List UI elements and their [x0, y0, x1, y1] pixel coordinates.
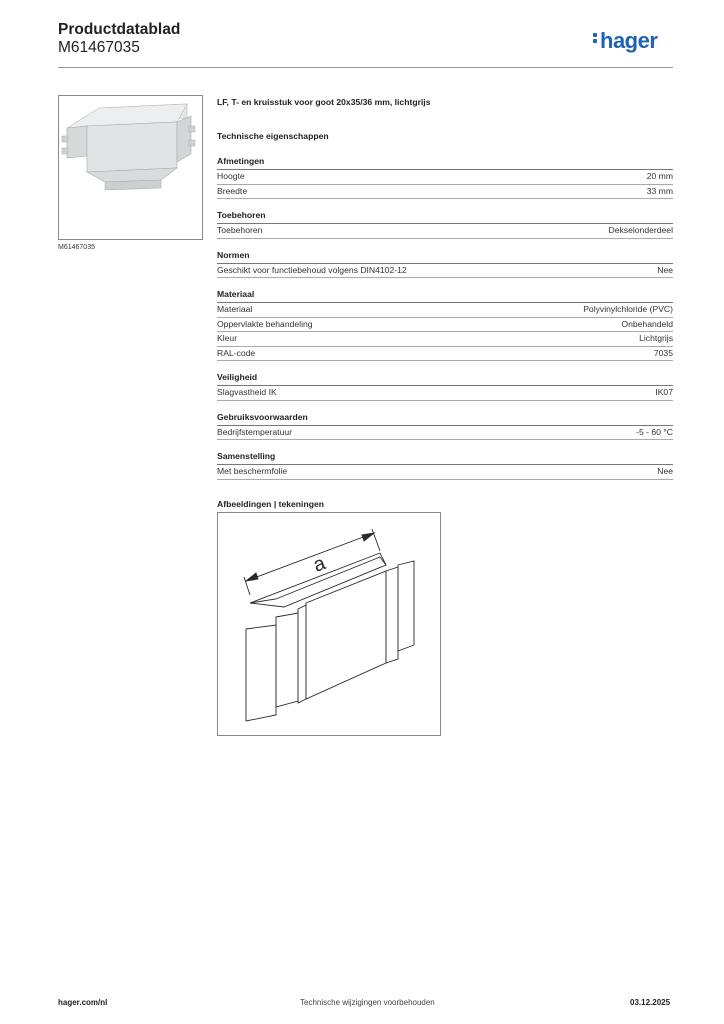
product-image-caption: M61467035 [58, 244, 95, 251]
spec-row [217, 185, 673, 200]
technical-drawing-icon [218, 513, 440, 735]
group-title: Afmetingen [217, 156, 673, 170]
spec-value: Lichtgrijs [639, 333, 673, 343]
spec-section [217, 97, 673, 511]
group-accessories [217, 210, 673, 239]
spec-label: Kleur [217, 333, 238, 343]
footer-date: 03.12.2025 [630, 998, 671, 1007]
product-code: M61467035 [58, 39, 140, 56]
spec-value: Onbehandeld [621, 318, 673, 329]
spec-row [217, 264, 673, 279]
spec-value: -5 - 60 °C [636, 426, 673, 437]
spec-row [217, 224, 673, 239]
spec-label: Geschikt voor functiebehoud volgens DIN4102-12 [217, 264, 407, 275]
group-title: Samenstelling [217, 451, 673, 465]
logo-text: hager [600, 28, 658, 53]
spec-label: Met beschermfolie [217, 466, 288, 476]
spec-value: Polyvinylchloride (PVC) [583, 304, 673, 314]
footer-notice: Technische wijzigingen voorbehouden [300, 998, 435, 1007]
spec-value: Dekselonderdeel [608, 225, 673, 235]
spec-label: Slagvastheid IK [217, 387, 277, 397]
group-title: Toebehoren [217, 210, 673, 224]
spec-value: 33 mm [646, 185, 673, 196]
group-composition [217, 451, 673, 480]
spec-row [217, 386, 673, 401]
group-title: Veiligheid [217, 372, 673, 386]
spec-label: Bedrijfstemperatuur [217, 426, 292, 437]
product-title: LF, T- en kruisstuk voor goot 20x35/36 mm, lichtgrijs [217, 97, 431, 107]
page-title: Productdatablad [58, 21, 181, 38]
images-heading: Afbeeldingen | tekeningen [217, 498, 324, 509]
spec-value: Nee [657, 264, 673, 275]
technical-drawing [217, 512, 441, 736]
spec-row [217, 426, 673, 441]
footer-website-link[interactable]: hager.com/nl [58, 998, 108, 1007]
logo-dots-icon [593, 31, 598, 45]
dimension-label: a [310, 552, 329, 577]
header-divider [58, 67, 673, 68]
spec-value: 7035 [653, 347, 673, 358]
spec-value: IK07 [655, 387, 673, 397]
group-title: Gebruiksvoorwaarden [217, 412, 673, 426]
group-safety [217, 372, 673, 401]
spec-row [217, 303, 673, 318]
spec-label: Materiaal [217, 304, 253, 314]
spec-row [217, 332, 673, 347]
group-title: Normen [217, 250, 673, 264]
spec-value: Nee [657, 466, 673, 476]
spec-value: 20 mm [646, 171, 673, 181]
spec-label: Toebehoren [217, 225, 263, 235]
group-dimensions [217, 156, 673, 199]
product-image-icon [59, 96, 202, 239]
spec-row [217, 170, 673, 185]
spec-row [217, 318, 673, 333]
spec-label: Breedte [217, 185, 248, 196]
spec-label: Oppervlakte behandeling [217, 318, 313, 329]
group-material [217, 289, 673, 361]
spec-row [217, 347, 673, 362]
group-operating-conditions [217, 412, 673, 441]
spec-label: RAL-code [217, 347, 256, 358]
spec-label: Hoogte [217, 171, 245, 181]
spec-heading: Technische eigenschappen [217, 131, 329, 141]
hager-logo [593, 28, 657, 54]
product-image [58, 95, 203, 240]
group-title: Materiaal [217, 289, 673, 303]
group-standards [217, 250, 673, 279]
spec-row [217, 465, 673, 480]
